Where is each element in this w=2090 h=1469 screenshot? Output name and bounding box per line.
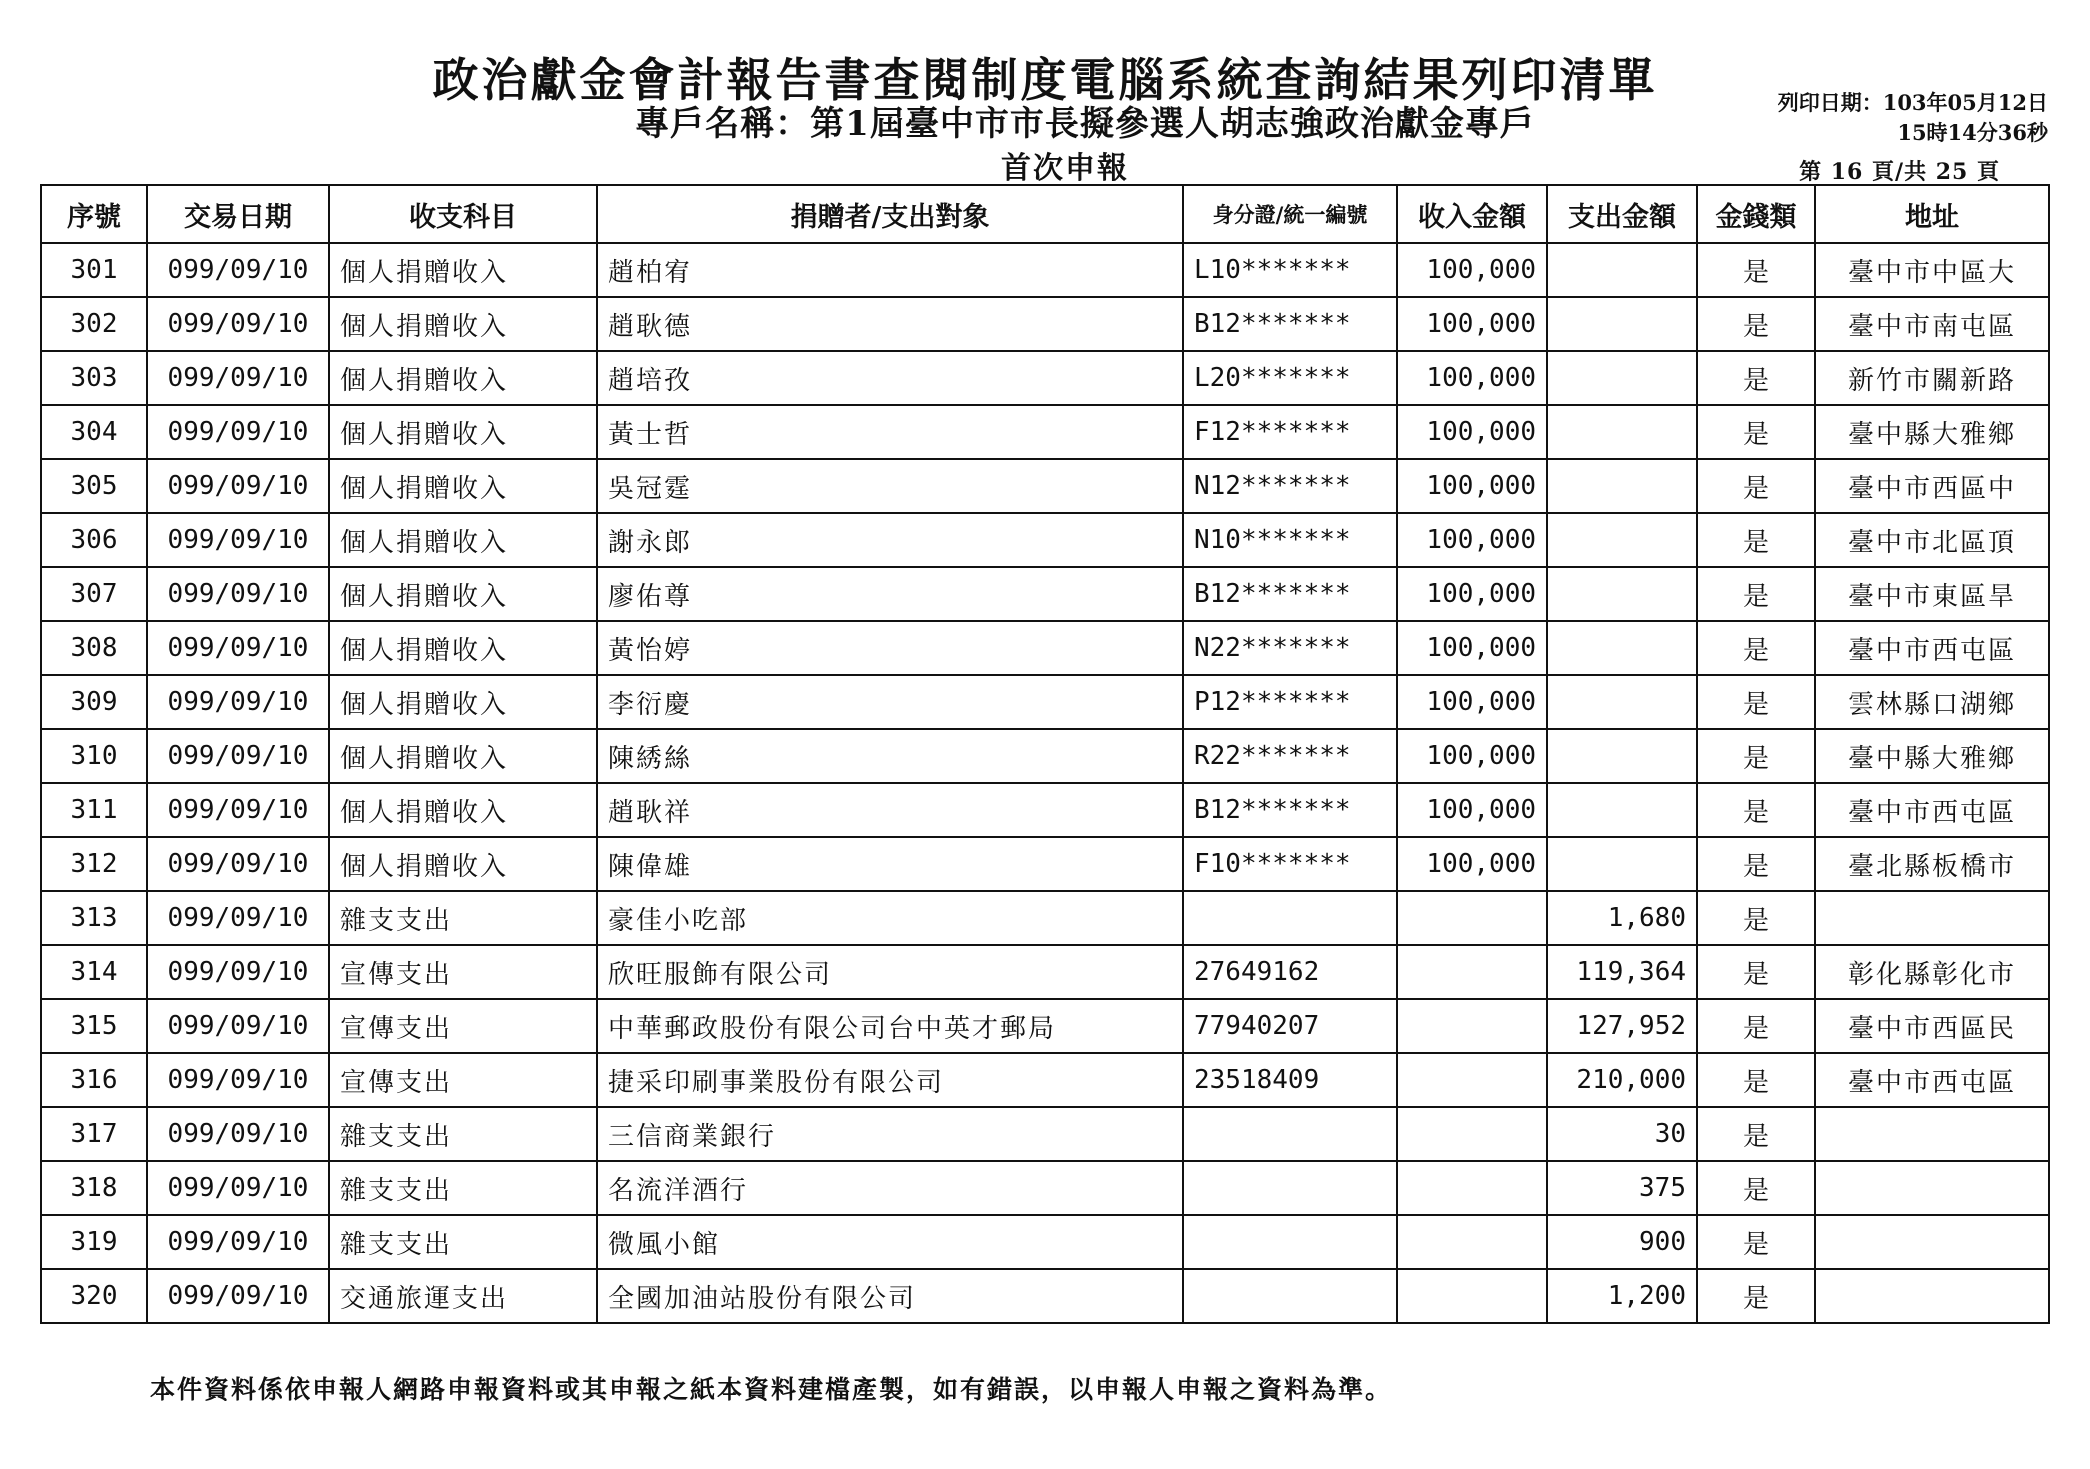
cell-seq: 312 — [41, 837, 147, 891]
footnote: 本件資料係依申報人網路申報資料或其申報之紙本資料建檔產製，如有錯誤，以申報人申報之資料為準。 — [150, 1375, 1393, 1404]
page-title: 政治獻金會計報告書查閱制度電腦系統查詢結果列印清單 — [432, 53, 1658, 107]
cell-income — [1397, 999, 1547, 1053]
cell-address: 臺中縣大雅鄉 — [1815, 405, 2049, 459]
cell-category: 雜支支出 — [329, 1215, 597, 1269]
cell-id: F10******* — [1183, 837, 1397, 891]
cell-address: 新竹市關新路 — [1815, 351, 2049, 405]
cell-id: B12******* — [1183, 567, 1397, 621]
cell-category: 雜支支出 — [329, 1161, 597, 1215]
cell-expense — [1547, 513, 1697, 567]
cell-date: 099/09/10 — [147, 783, 329, 837]
cell-id: N22******* — [1183, 621, 1397, 675]
cell-address: 臺中市西屯區 — [1815, 621, 2049, 675]
table-header-row — [41, 185, 2049, 243]
cell-address — [1815, 891, 2049, 945]
cell-cash: 是 — [1697, 945, 1815, 999]
cell-income: 100,000 — [1397, 837, 1547, 891]
cell-category: 個人捐贈收入 — [329, 513, 597, 567]
cell-address — [1815, 1161, 2049, 1215]
cell-address: 臺中市東區旱 — [1815, 567, 2049, 621]
cell-expense — [1547, 243, 1697, 297]
cell-expense: 30 — [1547, 1107, 1697, 1161]
cell-party: 趙耿德 — [597, 297, 1183, 351]
cell-income: 100,000 — [1397, 351, 1547, 405]
cell-category: 個人捐贈收入 — [329, 675, 597, 729]
cell-category: 宣傳支出 — [329, 945, 597, 999]
cell-cash: 是 — [1697, 243, 1815, 297]
cell-expense — [1547, 783, 1697, 837]
cell-id — [1183, 1107, 1397, 1161]
cell-category: 個人捐贈收入 — [329, 729, 597, 783]
cell-id: L10******* — [1183, 243, 1397, 297]
cell-seq: 317 — [41, 1107, 147, 1161]
cell-expense: 375 — [1547, 1161, 1697, 1215]
cell-date: 099/09/10 — [147, 567, 329, 621]
cell-expense — [1547, 567, 1697, 621]
cell-income: 100,000 — [1397, 405, 1547, 459]
cell-id: B12******* — [1183, 297, 1397, 351]
cell-address: 臺中市南屯區 — [1815, 297, 2049, 351]
cell-expense: 900 — [1547, 1215, 1697, 1269]
cell-address: 彰化縣彰化市 — [1815, 945, 2049, 999]
table-row — [41, 1107, 2049, 1161]
cell-party: 三信商業銀行 — [597, 1107, 1183, 1161]
cell-expense — [1547, 297, 1697, 351]
cell-category: 個人捐贈收入 — [329, 459, 597, 513]
table-row — [41, 999, 2049, 1053]
cell-party: 全國加油站股份有限公司 — [597, 1269, 1183, 1323]
cell-party: 捷采印刷事業股份有限公司 — [597, 1053, 1183, 1107]
table-row — [41, 837, 2049, 891]
col-header-category: 收支科目 — [329, 185, 597, 243]
cell-id: L20******* — [1183, 351, 1397, 405]
table-row — [41, 1053, 2049, 1107]
cell-seq: 308 — [41, 621, 147, 675]
cell-income: 100,000 — [1397, 567, 1547, 621]
cell-party: 陳偉雄 — [597, 837, 1183, 891]
cell-party: 李衍慶 — [597, 675, 1183, 729]
cell-cash: 是 — [1697, 1053, 1815, 1107]
table-row — [41, 1269, 2049, 1323]
table-row — [41, 621, 2049, 675]
cell-id: R22******* — [1183, 729, 1397, 783]
cell-cash: 是 — [1697, 1161, 1815, 1215]
cell-expense: 210,000 — [1547, 1053, 1697, 1107]
cell-cash: 是 — [1697, 621, 1815, 675]
cell-address: 臺北縣板橋市 — [1815, 837, 2049, 891]
cell-expense: 127,952 — [1547, 999, 1697, 1053]
table-row — [41, 675, 2049, 729]
cell-id — [1183, 1161, 1397, 1215]
cell-address: 臺中市中區大 — [1815, 243, 2049, 297]
table-row — [41, 945, 2049, 999]
cell-party: 欣旺服飾有限公司 — [597, 945, 1183, 999]
cell-party: 黃怡婷 — [597, 621, 1183, 675]
page-number: 第 16 頁/共 25 頁 — [1799, 159, 2000, 185]
col-header-date: 交易日期 — [147, 185, 329, 243]
cell-cash: 是 — [1697, 891, 1815, 945]
cell-seq: 310 — [41, 729, 147, 783]
cell-expense — [1547, 351, 1697, 405]
cell-category: 個人捐贈收入 — [329, 351, 597, 405]
cell-date: 099/09/10 — [147, 729, 329, 783]
cell-seq: 304 — [41, 405, 147, 459]
cell-id: P12******* — [1183, 675, 1397, 729]
cell-date: 099/09/10 — [147, 243, 329, 297]
table-row — [41, 783, 2049, 837]
cell-seq: 315 — [41, 999, 147, 1053]
cell-seq: 301 — [41, 243, 147, 297]
table-row — [41, 405, 2049, 459]
table-row — [41, 243, 2049, 297]
cell-id: 77940207 — [1183, 999, 1397, 1053]
cell-cash: 是 — [1697, 1269, 1815, 1323]
cell-address: 臺中市西屯區 — [1815, 783, 2049, 837]
cell-category: 個人捐贈收入 — [329, 837, 597, 891]
cell-cash: 是 — [1697, 567, 1815, 621]
cell-cash: 是 — [1697, 513, 1815, 567]
cell-seq: 306 — [41, 513, 147, 567]
cell-category: 宣傳支出 — [329, 1053, 597, 1107]
cell-address: 臺中市西區民 — [1815, 999, 2049, 1053]
col-header-income: 收入金額 — [1397, 185, 1547, 243]
cell-income: 100,000 — [1397, 783, 1547, 837]
col-header-seq: 序號 — [41, 185, 147, 243]
cell-address: 臺中市西區中 — [1815, 459, 2049, 513]
cell-address — [1815, 1269, 2049, 1323]
cell-expense: 1,680 — [1547, 891, 1697, 945]
cell-seq: 307 — [41, 567, 147, 621]
table-row — [41, 459, 2049, 513]
cell-seq: 313 — [41, 891, 147, 945]
cell-income — [1397, 1053, 1547, 1107]
ledger-table — [40, 184, 2050, 1324]
cell-cash: 是 — [1697, 459, 1815, 513]
table-row — [41, 351, 2049, 405]
cell-date: 099/09/10 — [147, 837, 329, 891]
cell-party: 中華郵政股份有限公司台中英才郵局 — [597, 999, 1183, 1053]
cell-income: 100,000 — [1397, 513, 1547, 567]
cell-party: 陳綉絲 — [597, 729, 1183, 783]
cell-date: 099/09/10 — [147, 1107, 329, 1161]
cell-date: 099/09/10 — [147, 405, 329, 459]
cell-expense — [1547, 459, 1697, 513]
cell-id: B12******* — [1183, 783, 1397, 837]
cell-category: 個人捐贈收入 — [329, 567, 597, 621]
cell-income — [1397, 1107, 1547, 1161]
cell-expense — [1547, 729, 1697, 783]
cell-income — [1397, 945, 1547, 999]
cell-seq: 302 — [41, 297, 147, 351]
cell-address: 雲林縣口湖鄉 — [1815, 675, 2049, 729]
cell-income: 100,000 — [1397, 621, 1547, 675]
cell-id: N12******* — [1183, 459, 1397, 513]
cell-expense — [1547, 837, 1697, 891]
cell-party: 名流洋酒行 — [597, 1161, 1183, 1215]
cell-id: N10******* — [1183, 513, 1397, 567]
cell-seq: 316 — [41, 1053, 147, 1107]
cell-income: 100,000 — [1397, 675, 1547, 729]
col-header-cash: 金錢類 — [1697, 185, 1815, 243]
table-row — [41, 1215, 2049, 1269]
cell-income — [1397, 1269, 1547, 1323]
cell-date: 099/09/10 — [147, 891, 329, 945]
cell-party: 廖佑尊 — [597, 567, 1183, 621]
table-row — [41, 297, 2049, 351]
cell-address: 臺中縣大雅鄉 — [1815, 729, 2049, 783]
cell-date: 099/09/10 — [147, 621, 329, 675]
report-type: 首次申報 — [1001, 151, 1129, 186]
cell-date: 099/09/10 — [147, 297, 329, 351]
cell-cash: 是 — [1697, 1215, 1815, 1269]
col-header-party: 捐贈者/支出對象 — [597, 185, 1183, 243]
cell-date: 099/09/10 — [147, 945, 329, 999]
print-date: 列印日期：103年05月12日 — [1777, 90, 2048, 115]
account-name: 專戶名稱：第1屆臺中市市長擬參選人胡志強政治獻金專戶 — [635, 104, 1535, 144]
table-row — [41, 891, 2049, 945]
cell-category: 雜支支出 — [329, 1107, 597, 1161]
table-row — [41, 567, 2049, 621]
cell-seq: 320 — [41, 1269, 147, 1323]
cell-party: 趙耿祥 — [597, 783, 1183, 837]
table-row — [41, 729, 2049, 783]
cell-income: 100,000 — [1397, 243, 1547, 297]
cell-party: 豪佳小吃部 — [597, 891, 1183, 945]
print-info — [1778, 88, 2048, 148]
cell-id — [1183, 891, 1397, 945]
cell-expense — [1547, 405, 1697, 459]
cell-cash: 是 — [1697, 675, 1815, 729]
col-header-address: 地址 — [1815, 185, 2049, 243]
cell-date: 099/09/10 — [147, 1215, 329, 1269]
cell-date: 099/09/10 — [147, 1161, 329, 1215]
cell-seq: 314 — [41, 945, 147, 999]
cell-cash: 是 — [1697, 297, 1815, 351]
cell-category: 個人捐贈收入 — [329, 243, 597, 297]
cell-address: 臺中市北區頂 — [1815, 513, 2049, 567]
cell-category: 個人捐贈收入 — [329, 297, 597, 351]
cell-id: F12******* — [1183, 405, 1397, 459]
ledger-body — [41, 243, 2049, 1323]
cell-party: 黃士哲 — [597, 405, 1183, 459]
cell-income: 100,000 — [1397, 297, 1547, 351]
cell-category: 個人捐贈收入 — [329, 621, 597, 675]
cell-seq: 318 — [41, 1161, 147, 1215]
cell-cash: 是 — [1697, 1107, 1815, 1161]
cell-party: 趙培孜 — [597, 351, 1183, 405]
cell-income — [1397, 1215, 1547, 1269]
cell-seq: 303 — [41, 351, 147, 405]
cell-cash: 是 — [1697, 351, 1815, 405]
cell-seq: 309 — [41, 675, 147, 729]
cell-date: 099/09/10 — [147, 351, 329, 405]
cell-cash: 是 — [1697, 837, 1815, 891]
cell-date: 099/09/10 — [147, 513, 329, 567]
cell-expense — [1547, 675, 1697, 729]
cell-party: 吳冠霆 — [597, 459, 1183, 513]
cell-category: 宣傳支出 — [329, 999, 597, 1053]
cell-expense: 119,364 — [1547, 945, 1697, 999]
cell-expense: 1,200 — [1547, 1269, 1697, 1323]
print-time: 15時14分36秒 — [1897, 120, 2048, 145]
table-row — [41, 1161, 2049, 1215]
cell-party: 謝永郎 — [597, 513, 1183, 567]
cell-address: 臺中市西屯區 — [1815, 1053, 2049, 1107]
cell-date: 099/09/10 — [147, 999, 329, 1053]
col-header-expense: 支出金額 — [1547, 185, 1697, 243]
cell-date: 099/09/10 — [147, 675, 329, 729]
cell-date: 099/09/10 — [147, 459, 329, 513]
cell-seq: 305 — [41, 459, 147, 513]
cell-cash: 是 — [1697, 783, 1815, 837]
table-row — [41, 513, 2049, 567]
cell-cash: 是 — [1697, 729, 1815, 783]
cell-date: 099/09/10 — [147, 1269, 329, 1323]
cell-id: 23518409 — [1183, 1053, 1397, 1107]
cell-category: 雜支支出 — [329, 891, 597, 945]
cell-income: 100,000 — [1397, 729, 1547, 783]
cell-party: 趙柏宥 — [597, 243, 1183, 297]
cell-address — [1815, 1107, 2049, 1161]
col-header-id: 身分證/統一編號 — [1183, 185, 1397, 243]
cell-category: 交通旅運支出 — [329, 1269, 597, 1323]
cell-seq: 311 — [41, 783, 147, 837]
cell-id: 27649162 — [1183, 945, 1397, 999]
cell-id — [1183, 1269, 1397, 1323]
cell-income — [1397, 891, 1547, 945]
cell-category: 個人捐贈收入 — [329, 783, 597, 837]
cell-id — [1183, 1215, 1397, 1269]
cell-income — [1397, 1161, 1547, 1215]
cell-cash: 是 — [1697, 999, 1815, 1053]
cell-category: 個人捐贈收入 — [329, 405, 597, 459]
cell-expense — [1547, 621, 1697, 675]
cell-address — [1815, 1215, 2049, 1269]
cell-cash: 是 — [1697, 405, 1815, 459]
cell-seq: 319 — [41, 1215, 147, 1269]
cell-date: 099/09/10 — [147, 1053, 329, 1107]
cell-income: 100,000 — [1397, 459, 1547, 513]
cell-party: 微風小館 — [597, 1215, 1183, 1269]
